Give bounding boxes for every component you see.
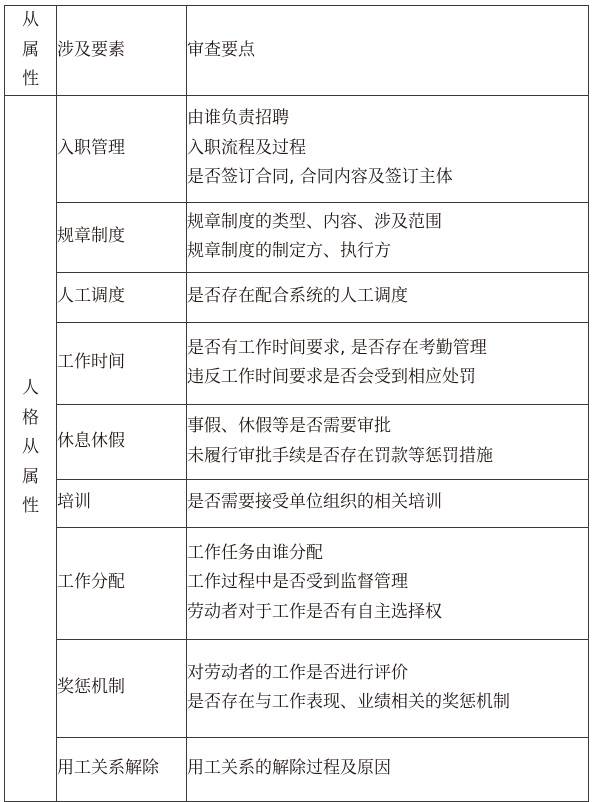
point-line: 违反工作时间要求是否会受到相应处罚 — [187, 367, 476, 387]
element-label: 规章制度 — [57, 226, 125, 247]
element-label: 工作分配 — [57, 572, 125, 593]
element-cell — [57, 527, 187, 639]
points-cell — [187, 95, 589, 202]
category-label: 人格从属性 — [22, 378, 39, 517]
points-cell — [187, 202, 589, 272]
element-label: 培训 — [57, 492, 91, 513]
header-category-cell — [5, 6, 57, 96]
table-row — [5, 202, 589, 272]
point-line: 是否签订合同, 合同内容及签订主体 — [187, 167, 453, 188]
point-line: 事假、休假等是否需要审批 — [187, 416, 391, 436]
element-cell — [57, 202, 187, 272]
point-line: 入职流程及过程 — [187, 137, 306, 158]
point-line: 工作过程中是否受到监督管理 — [187, 572, 408, 593]
point-line: 规章制度的类型、内容、涉及范围 — [187, 211, 442, 232]
element-cell — [57, 639, 187, 737]
points-cell — [187, 479, 589, 527]
element-cell — [57, 404, 187, 479]
point-line: 工作任务由谁分配 — [187, 542, 323, 563]
point-line: 是否有工作时间要求, 是否存在考勤管理 — [187, 337, 487, 358]
element-label: 用工关系解除 — [57, 758, 159, 779]
element-label: 人工调度 — [57, 286, 125, 307]
element-label: 奖惩机制 — [57, 677, 125, 698]
table-row — [5, 639, 589, 737]
points-cell — [187, 527, 589, 639]
element-cell — [57, 322, 187, 404]
header-points: 审查要点 — [187, 39, 255, 60]
points-cell — [187, 639, 589, 737]
element-label: 工作时间 — [57, 352, 125, 373]
header-points-cell — [187, 6, 589, 96]
table-row — [5, 479, 589, 527]
review-table — [4, 5, 589, 802]
point-line: 规章制度的制定方、执行方 — [187, 241, 391, 261]
element-label: 休息休假 — [57, 430, 125, 451]
table-row — [5, 404, 589, 479]
table-row — [5, 272, 589, 322]
point-line: 用工关系的解除过程及原因 — [187, 758, 391, 779]
point-line: 未履行审批手续是否存在罚款等惩罚措施 — [187, 445, 493, 466]
table-row — [5, 527, 589, 639]
point-line: 是否存在配合系统的人工调度 — [187, 286, 408, 307]
element-cell — [57, 737, 187, 801]
element-cell — [57, 272, 187, 322]
point-line: 由谁负责招聘 — [187, 108, 289, 129]
category-cell — [5, 95, 57, 801]
element-label: 入职管理 — [57, 137, 125, 158]
table-row — [5, 737, 589, 801]
header-element: 涉及要素 — [57, 39, 125, 60]
points-cell — [187, 404, 589, 479]
header-category: 从属性 — [22, 10, 39, 89]
header-row — [5, 6, 589, 96]
point-line: 是否需要接受单位组织的相关培训 — [187, 492, 442, 513]
point-line: 对劳动者的工作是否进行评价 — [187, 662, 408, 683]
point-line: 是否存在与工作表现、业绩相关的奖惩机制 — [187, 692, 510, 712]
points-cell — [187, 737, 589, 801]
element-cell — [57, 479, 187, 527]
point-line: 劳动者对于工作是否有自主选择权 — [187, 601, 442, 622]
header-element-cell — [57, 6, 187, 96]
points-cell — [187, 322, 589, 404]
points-cell — [187, 272, 589, 322]
table-row — [5, 322, 589, 404]
element-cell — [57, 95, 187, 202]
table-row — [5, 95, 589, 202]
